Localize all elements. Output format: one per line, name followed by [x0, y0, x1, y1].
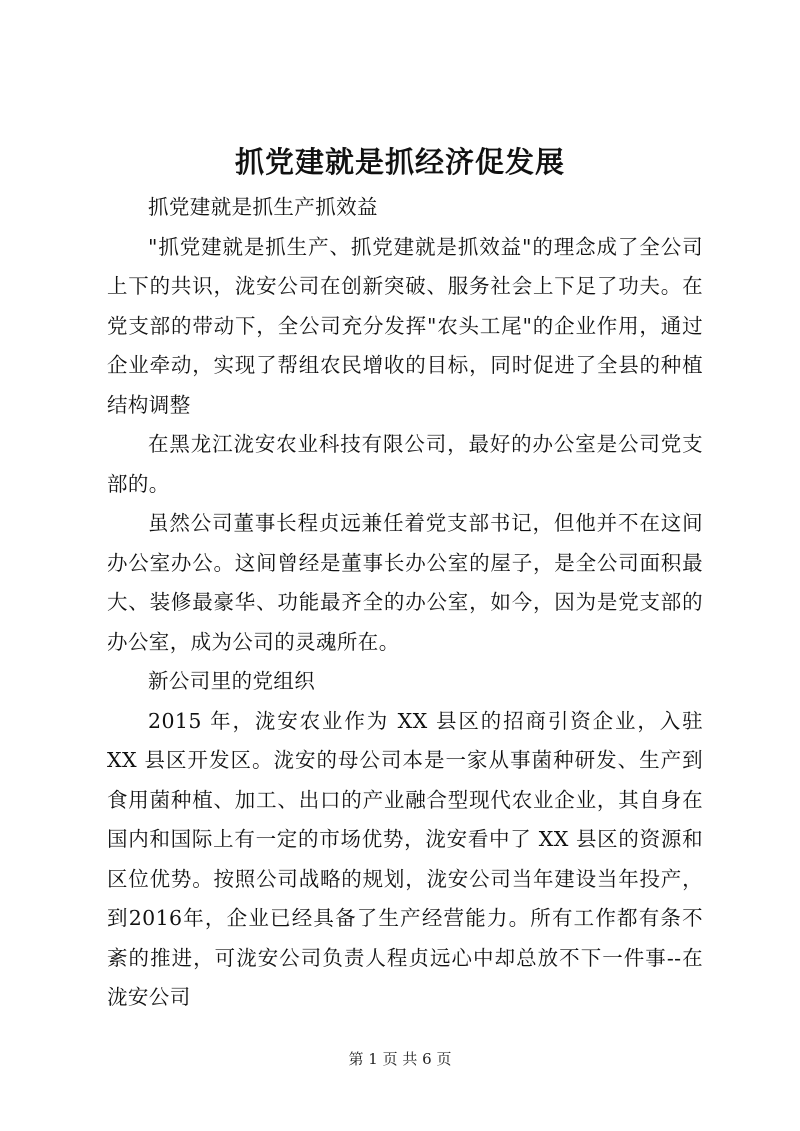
paragraph: 2015 年，泷安农业作为 XX 县区的招商引资企业，入驻 XX 县区开发区。泷安的母公司本是一家从事菌种研发、生产到食用菌种植、加工、出口的产业融合型现代农业企业，其自身在国内和国际上有一定的市场优势，泷安看中了 XX 县区的资源和区位优势。按照公司战略的规划，泷安公司当年建设当年投产，到2016年，企业已经具备了生产经营能力。所有工作都有条不紊的推进，可泷安公司负责人程贞远心中却总放不下一件事--在泷安公司: [107, 708, 703, 1009]
paragraph: "抓党建就是抓生产、抓党建就是抓效益"的理念成了全公司上下的共识，泷安公司在创新突破、服务社会上下足了功夫。在党支部的带动下，全公司充分发挥"农头工尾"的企业作用，通过企业牵动，实现了帮组农民增收的目标，同时促进了全县的种植结构调整: [107, 234, 703, 417]
page-number-footer: 第 1 页 共 6 页: [348, 1050, 452, 1068]
document-title: 抓党建就是抓经济促发展: [234, 145, 565, 179]
document-body: [107, 188, 703, 1018]
paragraph-subtitle-2: 新公司里的党组织: [148, 669, 316, 693]
paragraph: 在黑龙江泷安农业科技有限公司，最好的办公室是公司党支部的。: [107, 432, 703, 496]
paragraph: 虽然公司董事长程贞远兼任着党支部书记，但他并不在这间办公室办公。这间曾经是董事长办公室的屋子，是全公司面积最大、装修最豪华、功能最齐全的办公室，如今，因为是党支部的办公室，成为公司的灵魂所在。: [107, 511, 703, 654]
paragraph-subtitle-1: 抓党建就是抓生产抓效益: [148, 195, 378, 219]
